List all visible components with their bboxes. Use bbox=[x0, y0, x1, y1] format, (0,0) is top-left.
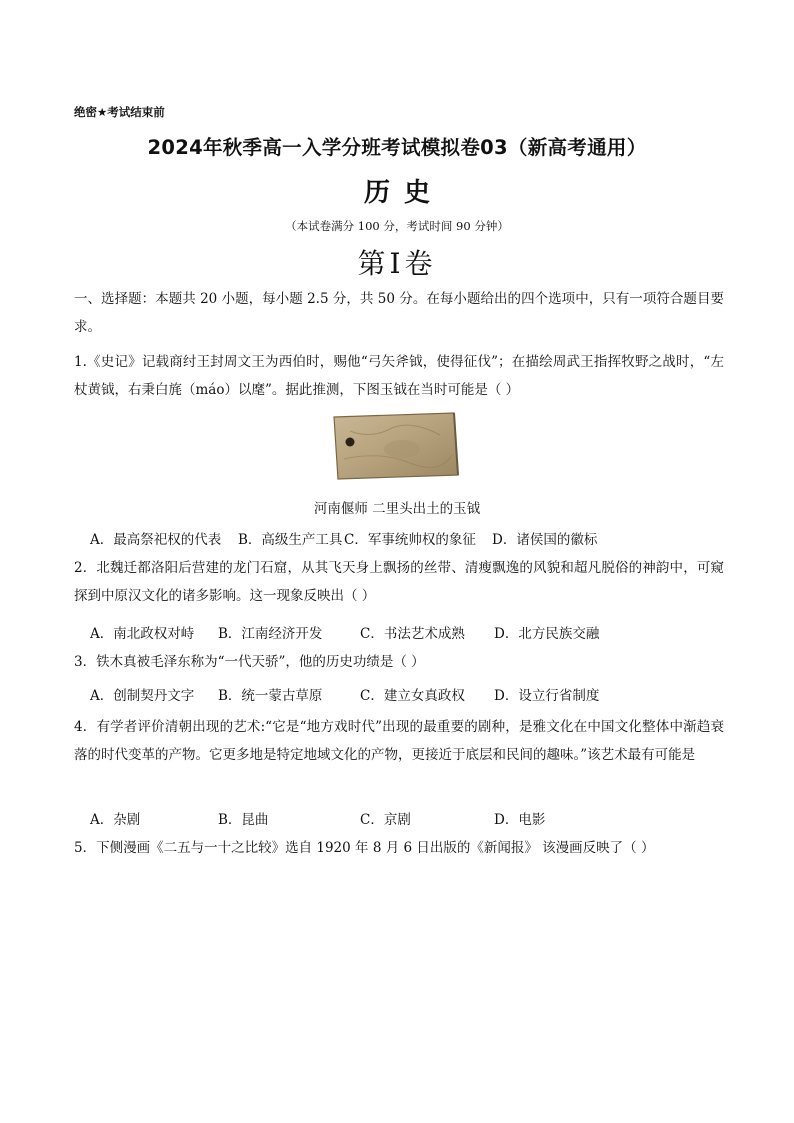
question-4-options bbox=[90, 808, 740, 828]
question-5-stem: 5．下侧漫画《二五与一十之比较》选自 1920 年 8 月 6 日出版的《新闻报》 该漫画反映了（ ） bbox=[74, 840, 655, 856]
option-b[interactable]: B．昆曲 bbox=[218, 812, 269, 828]
exam-title: 2024年秋季高一入学分班考试模拟卷03（新高考通用） bbox=[147, 136, 647, 159]
option-b[interactable]: B．高级生产工具 bbox=[238, 532, 343, 548]
image-caption: 河南偃师 二里头出土的玉钺 bbox=[313, 501, 481, 517]
volume-heading: 第Ⅰ卷 bbox=[357, 247, 437, 280]
question-3-options bbox=[90, 684, 740, 704]
option-c[interactable]: C．京剧 bbox=[360, 812, 411, 828]
option-c[interactable]: C．军事统帅权的象征 bbox=[344, 532, 476, 548]
confidential-label: 绝密★考试结束前 bbox=[74, 105, 165, 119]
question-3-stem: 3．铁木真被毛泽东称为“一代天骄”，他的历史功绩是（ ） bbox=[74, 654, 425, 670]
instructions: 一、选择题：本题共 20 小题，每小题 2.5 分，共 50 分。在每小题给出的四个选项中，只有一项符合题目要求。 bbox=[74, 291, 724, 335]
option-c[interactable]: C．建立女真政权 bbox=[360, 688, 465, 704]
question-1-options bbox=[90, 528, 740, 548]
option-b[interactable]: B．江南经济开发 bbox=[218, 626, 323, 642]
subject-heading: 历史 bbox=[363, 178, 444, 208]
question-4-stem: 4．有学者评价清朝出现的艺术:“它是“地方戏时代”出现的最重要的剧种，是雅文化在中国文化整体中渐趋衰落的时代变革的产物。它更多地是特定地域文化的产物，更接近于底层和民间的趣味。”该艺术最有可能是 bbox=[74, 719, 724, 763]
question-2-options bbox=[90, 622, 740, 642]
option-a[interactable]: A．创制契丹文字 bbox=[90, 688, 195, 704]
option-d[interactable]: D．电影 bbox=[494, 812, 546, 828]
option-d[interactable]: D．北方民族交融 bbox=[494, 626, 600, 642]
option-d[interactable]: D．设立行省制度 bbox=[494, 688, 600, 704]
option-a[interactable]: A．最高祭祀权的代表 bbox=[90, 532, 222, 548]
option-c[interactable]: C．书法艺术成熟 bbox=[360, 626, 465, 642]
question-1-stem: 1.《史记》记载商纣王封周文王为西伯时，赐他“弓矢斧钺，使得征伐”；在描绘周武王指挥牧野之战时，“左杖黄钺，右秉白旄（máo）以麾”。据此推测，下图玉钺在当时可能是（ ） bbox=[74, 354, 724, 398]
question-2-stem: 2．北魏迁都洛阳后营建的龙门石窟，从其飞天身上飘扬的丝带、清瘦飘逸的风貌和超凡脱俗的神韵中，可窥探到中原汉文化的诸多影响。这一现象反映出（ ） bbox=[74, 560, 724, 604]
option-a[interactable]: A．杂剧 bbox=[90, 812, 141, 828]
exam-note: （本试卷满分 100 分，考试时间 90 分钟） bbox=[285, 219, 509, 233]
option-d[interactable]: D．诸侯国的徽标 bbox=[492, 532, 598, 548]
option-a[interactable]: A．南北政权对峙 bbox=[90, 626, 195, 642]
jade-axe-image bbox=[330, 411, 460, 481]
option-b[interactable]: B．统一蒙古草原 bbox=[218, 688, 323, 704]
